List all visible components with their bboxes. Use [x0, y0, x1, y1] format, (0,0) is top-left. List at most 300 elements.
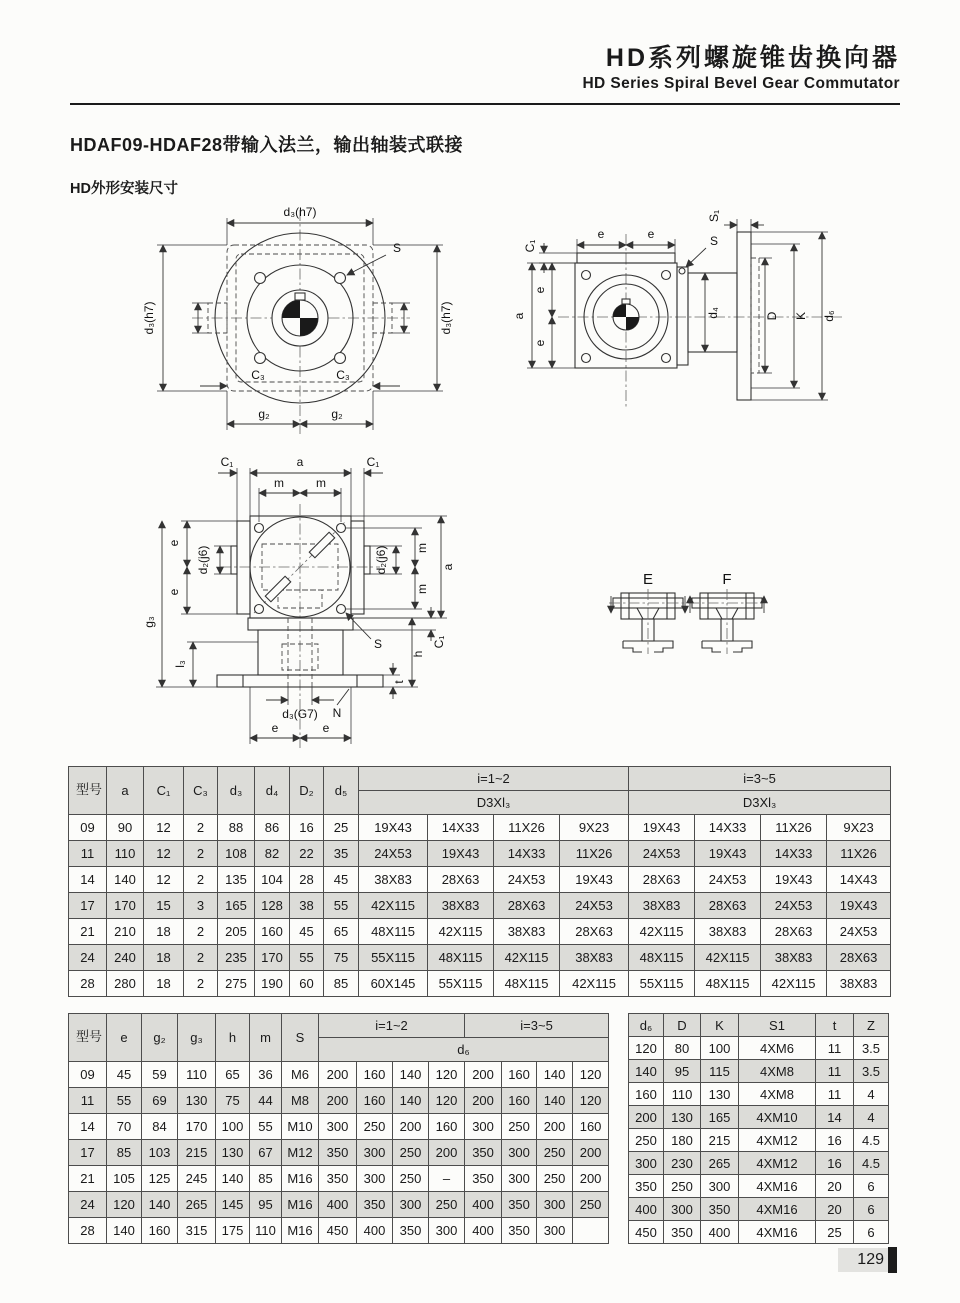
table-cell: – — [429, 1166, 465, 1192]
table-cell: 12 — [144, 815, 184, 841]
table-cell: 11X26 — [827, 841, 891, 867]
table-cell: M10 — [282, 1114, 319, 1140]
table-cell: 350 — [465, 1140, 502, 1166]
table-cell: 35 — [324, 841, 359, 867]
col-header-m: m — [250, 1014, 282, 1062]
table-cell: 275 — [218, 971, 255, 997]
table-cell: 140 — [216, 1166, 250, 1192]
table-cell: 28X63 — [560, 919, 629, 945]
table-cell: 140 — [142, 1192, 178, 1218]
table-cell: 200 — [629, 1106, 664, 1129]
table-cell: 130 — [701, 1083, 739, 1106]
table-cell: 19X43 — [428, 841, 494, 867]
table-cell: 250 — [502, 1114, 537, 1140]
table-cell: 85 — [324, 971, 359, 997]
table-cell: 160 — [502, 1088, 537, 1114]
table-cell: 16 — [816, 1129, 854, 1152]
sub-header-d3xl3-b: D3Xl₃ — [629, 791, 891, 815]
col-header-model2: 型号 — [69, 1014, 107, 1062]
dim-label-a-right: a — [441, 563, 455, 571]
table1-row — [69, 893, 891, 919]
dim-label-e3: e — [271, 721, 279, 735]
table-cell: 200 — [573, 1166, 609, 1192]
detail-label-f: F — [722, 571, 732, 588]
table-cell: 250 — [537, 1166, 573, 1192]
dim-label-m2: m — [316, 476, 326, 490]
table-cell: 120 — [629, 1037, 664, 1060]
table-cell: 25 — [324, 815, 359, 841]
table-cell: 24 — [69, 1192, 107, 1218]
table-cell: 55 — [324, 893, 359, 919]
table-cell: 28 — [290, 867, 324, 893]
table-cell: 55X115 — [359, 945, 428, 971]
header-title-en: HD Series Spiral Bevel Gear Commutator — [582, 74, 900, 92]
table-cell: 250 — [664, 1175, 701, 1198]
table-cell: 128 — [255, 893, 290, 919]
table-cell: 67 — [250, 1140, 282, 1166]
table-cell: 59 — [142, 1062, 178, 1088]
table-cell: 140 — [629, 1060, 664, 1083]
table-cell: 95 — [250, 1192, 282, 1218]
table-cell: 160 — [357, 1062, 393, 1088]
table-cell: 24 — [69, 945, 107, 971]
table2-row — [69, 1114, 609, 1140]
table-cell: 85 — [107, 1140, 142, 1166]
dim-label-d2j6-left: d₂(j6) — [196, 545, 210, 575]
dim-label-d3h7-left: d₃(h7) — [142, 301, 156, 335]
table-cell: 280 — [107, 971, 144, 997]
table-cell: 140 — [393, 1062, 429, 1088]
table-cell: 160 — [357, 1088, 393, 1114]
dim-label-m1: m — [274, 476, 284, 490]
dim-label-d2j6-right: d₂(j6) — [374, 545, 388, 575]
table-cell: 110 — [178, 1062, 216, 1088]
table-cell: 18 — [144, 945, 184, 971]
table2-row — [69, 1140, 609, 1166]
table-cell: 190 — [255, 971, 290, 997]
table-cell: 55X115 — [428, 971, 494, 997]
dim-label-D: D — [765, 311, 779, 321]
table-cell: 300 — [357, 1166, 393, 1192]
group-header-i12: i=1~2 — [359, 767, 629, 791]
table1-row — [69, 919, 891, 945]
table-cell: 240 — [107, 945, 144, 971]
table-cell: 38X83 — [695, 919, 761, 945]
table-cell: 28 — [69, 971, 107, 997]
table-cell: 24X53 — [629, 841, 695, 867]
table-cell: 300 — [429, 1218, 465, 1244]
table-cell: 245 — [178, 1166, 216, 1192]
table-cell: 120 — [429, 1088, 465, 1114]
table-cell: 14X33 — [494, 841, 560, 867]
table-cell: 84 — [142, 1114, 178, 1140]
table1-row — [69, 841, 891, 867]
dim-label-e4: e — [322, 721, 330, 735]
dim-label-c1-right: C₁ — [366, 455, 380, 469]
table-cell: 18 — [144, 971, 184, 997]
table-cell: 14X33 — [695, 815, 761, 841]
table-cell: 4.5 — [854, 1129, 889, 1152]
table-cell: 450 — [319, 1218, 357, 1244]
table1-row — [69, 971, 891, 997]
table-cell: 200 — [537, 1114, 573, 1140]
detail-label-e: E — [642, 571, 654, 588]
table-cell: 300 — [629, 1152, 664, 1175]
dim-label-s-side: S — [710, 234, 719, 248]
table-cell: 110 — [664, 1083, 701, 1106]
table-cell: 3 — [184, 893, 218, 919]
col-header-h: h — [216, 1014, 250, 1062]
table1-row — [69, 945, 891, 971]
table-cell: 125 — [142, 1166, 178, 1192]
table-cell: 140 — [537, 1062, 573, 1088]
table-cell: 38X83 — [428, 893, 494, 919]
table-cell: 14X43 — [827, 867, 891, 893]
table-cell: 14 — [69, 867, 107, 893]
table-cell: 104 — [255, 867, 290, 893]
table-cell: 15 — [144, 893, 184, 919]
table-cell: 11X26 — [494, 815, 560, 841]
bottom-mount-view — [142, 455, 455, 748]
table-cell: 45 — [290, 919, 324, 945]
col-header-g2: g₂ — [142, 1014, 178, 1062]
table-cell: 38X83 — [494, 919, 560, 945]
page-number: 129 — [838, 1248, 890, 1272]
table-cell: 400 — [465, 1192, 502, 1218]
table-cell: 45 — [324, 867, 359, 893]
dim-label-c3-right: C₃ — [336, 368, 350, 382]
table-cell: 24X53 — [560, 893, 629, 919]
sub-header-d3xl3-a: D3Xl₃ — [359, 791, 629, 815]
table-cell: 20 — [816, 1175, 854, 1198]
sub-header-d6: d₆ — [319, 1038, 609, 1062]
table-cell: 265 — [701, 1152, 739, 1175]
section-subtitle: HD外形安装尺寸 — [70, 181, 178, 197]
group-header-i35: i=3~5 — [629, 767, 891, 791]
table-cell: 100 — [216, 1114, 250, 1140]
table-cell: 215 — [701, 1129, 739, 1152]
dim-label-a-side: a — [512, 312, 526, 320]
table-cell: 11X26 — [560, 841, 629, 867]
table-cell: 2 — [184, 841, 218, 867]
table-cell: 21 — [69, 919, 107, 945]
table-cell: M6 — [282, 1062, 319, 1088]
table-cell: 4XM16 — [739, 1221, 816, 1244]
table-cell: 200 — [319, 1088, 357, 1114]
table3-row — [629, 1129, 889, 1152]
dim-label-e2: e — [167, 588, 181, 596]
table-cell: 250 — [537, 1140, 573, 1166]
table-cell: 09 — [69, 815, 107, 841]
table-cell: 25 — [816, 1221, 854, 1244]
table-cell: 170 — [255, 945, 290, 971]
table3-row — [629, 1083, 889, 1106]
table-cell: 300 — [357, 1140, 393, 1166]
col-header-D2: D₂ — [290, 767, 324, 815]
table-cell: 14 — [816, 1106, 854, 1129]
dim-label-e-left1: e — [533, 286, 547, 294]
table-cell: 120 — [573, 1088, 609, 1114]
table-cell: 160 — [255, 919, 290, 945]
table-cell: 28X63 — [494, 893, 560, 919]
table-cell: 28X63 — [428, 867, 494, 893]
col-header-d6: d₆ — [629, 1014, 664, 1037]
table-cell: 82 — [255, 841, 290, 867]
table-cell: 4 — [854, 1083, 889, 1106]
table-cell: M16 — [282, 1166, 319, 1192]
dim-label-c1-side: C₁ — [523, 239, 537, 253]
dim-label-d3h7-top: d₃(h7) — [283, 205, 317, 219]
table-cell: 38X83 — [560, 945, 629, 971]
rotation-detail-f — [688, 571, 766, 654]
table-cell: 55 — [290, 945, 324, 971]
table-cell: 2 — [184, 815, 218, 841]
table-cell: 205 — [218, 919, 255, 945]
table-cell: M8 — [282, 1088, 319, 1114]
table2-row — [69, 1192, 609, 1218]
table-cell: 11 — [69, 1088, 107, 1114]
table-cell: 38X83 — [629, 893, 695, 919]
group-header2-i12: i=1~2 — [319, 1014, 465, 1038]
table-cell: 215 — [178, 1140, 216, 1166]
table3-row — [629, 1037, 889, 1060]
table-cell: 60X145 — [359, 971, 428, 997]
table-cell: 42X115 — [494, 945, 560, 971]
table-cell: 48X115 — [428, 945, 494, 971]
table3-row — [629, 1152, 889, 1175]
table-cell: 4XM12 — [739, 1152, 816, 1175]
table-cell: 28 — [69, 1218, 107, 1244]
table-cell: 140 — [393, 1088, 429, 1114]
table-cell: 350 — [502, 1218, 537, 1244]
dim-label-d4: d₄ — [706, 307, 720, 319]
table-cell: 170 — [107, 893, 144, 919]
page-header — [582, 44, 900, 93]
table-cell: 300 — [537, 1218, 573, 1244]
col-header-t: t — [816, 1014, 854, 1037]
table-cell: 350 — [502, 1192, 537, 1218]
table-cell: 160 — [502, 1062, 537, 1088]
table-cell: 42X115 — [560, 971, 629, 997]
table-cell: 12 — [144, 841, 184, 867]
table-cell: 2 — [184, 945, 218, 971]
table-cell: 55X115 — [629, 971, 695, 997]
table-cell: 19X43 — [761, 867, 827, 893]
table-cell: 24X53 — [494, 867, 560, 893]
table-cell: 65 — [216, 1062, 250, 1088]
table-cell: 42X115 — [428, 919, 494, 945]
table-cell: 200 — [319, 1062, 357, 1088]
table-cell: 16 — [290, 815, 324, 841]
dim-label-m4: m — [415, 584, 429, 594]
table-cell: 108 — [218, 841, 255, 867]
front-flange-view — [142, 205, 453, 434]
table-cell: 9X23 — [827, 815, 891, 841]
table-cell: 11 — [69, 841, 107, 867]
table-cell: 300 — [502, 1140, 537, 1166]
dim-label-d6: d₆ — [822, 310, 836, 322]
table-cell: 19X43 — [560, 867, 629, 893]
table-cell: 4.5 — [854, 1152, 889, 1175]
table-cell: 48X115 — [359, 919, 428, 945]
table3-row — [629, 1060, 889, 1083]
table2-row — [69, 1088, 609, 1114]
dimensions-table-secondary — [68, 1013, 609, 1244]
table1-row — [69, 815, 891, 841]
dim-label-e-top1: e — [597, 227, 605, 241]
col-header-d5: d₅ — [324, 767, 359, 815]
col-header-e: e — [107, 1014, 142, 1062]
table-cell: 160 — [142, 1218, 178, 1244]
dim-label-l3: l₃ — [173, 660, 187, 668]
page-number-block — [888, 1247, 897, 1273]
table-cell: 250 — [629, 1129, 664, 1152]
table-cell: 175 — [216, 1218, 250, 1244]
technical-drawings — [60, 192, 905, 758]
table-cell: 110 — [107, 841, 144, 867]
flange-table — [628, 1013, 889, 1244]
table-cell: 145 — [216, 1192, 250, 1218]
table-cell: 95 — [664, 1060, 701, 1083]
dim-label-g2-right: g₂ — [331, 407, 343, 421]
dim-label-s1: S₁ — [707, 209, 721, 223]
table-cell: 120 — [429, 1062, 465, 1088]
table-cell: 300 — [502, 1166, 537, 1192]
dim-label-h: h — [411, 650, 425, 658]
table-cell: 265 — [178, 1192, 216, 1218]
table-cell: 300 — [465, 1114, 502, 1140]
table-cell: 88 — [218, 815, 255, 841]
table-cell: 6 — [854, 1175, 889, 1198]
table-cell: 19X43 — [359, 815, 428, 841]
table-cell: 55 — [250, 1114, 282, 1140]
col-header-D: D — [664, 1014, 701, 1037]
header-title-zh: HD系列螺旋锥齿换向器 — [605, 44, 900, 72]
dim-label-d3g7: d₃(G7) — [282, 707, 318, 721]
table3-row — [629, 1106, 889, 1129]
table3-row — [629, 1221, 889, 1244]
table-cell: 200 — [393, 1114, 429, 1140]
table-cell: 20 — [816, 1198, 854, 1221]
table-cell: 4XM16 — [739, 1175, 816, 1198]
table-cell: 14X33 — [428, 815, 494, 841]
dim-label-c3-left: C₃ — [251, 368, 265, 382]
table-cell: 235 — [218, 945, 255, 971]
table-cell: 400 — [357, 1218, 393, 1244]
dim-label-d3h7-right: d₃(h7) — [439, 301, 453, 335]
table-cell: 350 — [629, 1175, 664, 1198]
table-cell: 120 — [573, 1062, 609, 1088]
table-cell: 38X83 — [359, 867, 428, 893]
table-cell: 45 — [107, 1062, 142, 1088]
table-cell: 11 — [816, 1037, 854, 1060]
side-view — [512, 210, 842, 408]
table-cell: 6 — [854, 1198, 889, 1221]
table-cell: 400 — [701, 1221, 739, 1244]
table-cell: 24X53 — [359, 841, 428, 867]
table-cell: 38 — [290, 893, 324, 919]
table-cell: 28X63 — [629, 867, 695, 893]
table-cell: 350 — [664, 1221, 701, 1244]
table-cell: 24X53 — [695, 867, 761, 893]
table-cell: 130 — [178, 1088, 216, 1114]
table-cell: 200 — [573, 1140, 609, 1166]
table-cell: 300 — [319, 1114, 357, 1140]
table-cell: 85 — [250, 1166, 282, 1192]
table-cell: 22 — [290, 841, 324, 867]
table-cell: 250 — [357, 1114, 393, 1140]
table-cell: 135 — [218, 867, 255, 893]
table-cell: 18 — [144, 919, 184, 945]
table-cell: 42X115 — [695, 945, 761, 971]
table-cell: 48X115 — [695, 971, 761, 997]
table-cell: 165 — [218, 893, 255, 919]
table-cell: 2 — [184, 867, 218, 893]
dim-label-n: N — [332, 706, 342, 720]
table-cell: 19X43 — [629, 815, 695, 841]
col-header-d4: d₄ — [255, 767, 290, 815]
table-cell: 230 — [664, 1152, 701, 1175]
table-cell: 90 — [107, 815, 144, 841]
table-cell: 6 — [854, 1221, 889, 1244]
dim-label-a-top: a — [296, 455, 304, 469]
table-cell: 65 — [324, 919, 359, 945]
table-cell: 315 — [178, 1218, 216, 1244]
dim-label-t: t — [392, 680, 406, 684]
table-cell: 3.5 — [854, 1037, 889, 1060]
dim-label-g2-left: g₂ — [258, 407, 270, 421]
section-title: HDAF09-HDAF28带输入法兰，输出轴装式联接 — [70, 135, 464, 155]
table-cell: 42X115 — [629, 919, 695, 945]
table-cell: 2 — [184, 919, 218, 945]
table-cell: 16 — [816, 1152, 854, 1175]
table2-row — [69, 1166, 609, 1192]
table-cell: 180 — [664, 1129, 701, 1152]
table-cell: 200 — [429, 1140, 465, 1166]
table-cell: 9X23 — [560, 815, 629, 841]
table-cell: 105 — [107, 1166, 142, 1192]
table-cell: 24X53 — [827, 919, 891, 945]
table-cell: 11 — [816, 1060, 854, 1083]
table-cell: 350 — [357, 1192, 393, 1218]
table2-row — [69, 1218, 609, 1244]
col-header-g3: g₃ — [178, 1014, 216, 1062]
col-header-Z: Z — [854, 1014, 889, 1037]
table-cell: 400 — [319, 1192, 357, 1218]
rotation-detail-e — [609, 571, 687, 654]
table-cell: 12 — [144, 867, 184, 893]
table-cell: 350 — [319, 1140, 357, 1166]
table-cell: 140 — [107, 867, 144, 893]
dim-label-e-left2: e — [533, 339, 547, 347]
dim-label-s1view: S — [393, 241, 402, 255]
table-cell: 17 — [69, 1140, 107, 1166]
table-cell: 44 — [250, 1088, 282, 1114]
table-cell: M12 — [282, 1140, 319, 1166]
table1-row — [69, 867, 891, 893]
table-cell: 11X26 — [761, 815, 827, 841]
table-cell: 250 — [429, 1192, 465, 1218]
table-cell: 350 — [319, 1166, 357, 1192]
table-cell: 80 — [664, 1037, 701, 1060]
table-cell: 14 — [69, 1114, 107, 1140]
col-header-d3: d₃ — [218, 767, 255, 815]
table-cell: 130 — [216, 1140, 250, 1166]
table-cell: 400 — [465, 1218, 502, 1244]
table-cell: 4XM6 — [739, 1037, 816, 1060]
table2-row — [69, 1062, 609, 1088]
table-cell: 28X63 — [827, 945, 891, 971]
